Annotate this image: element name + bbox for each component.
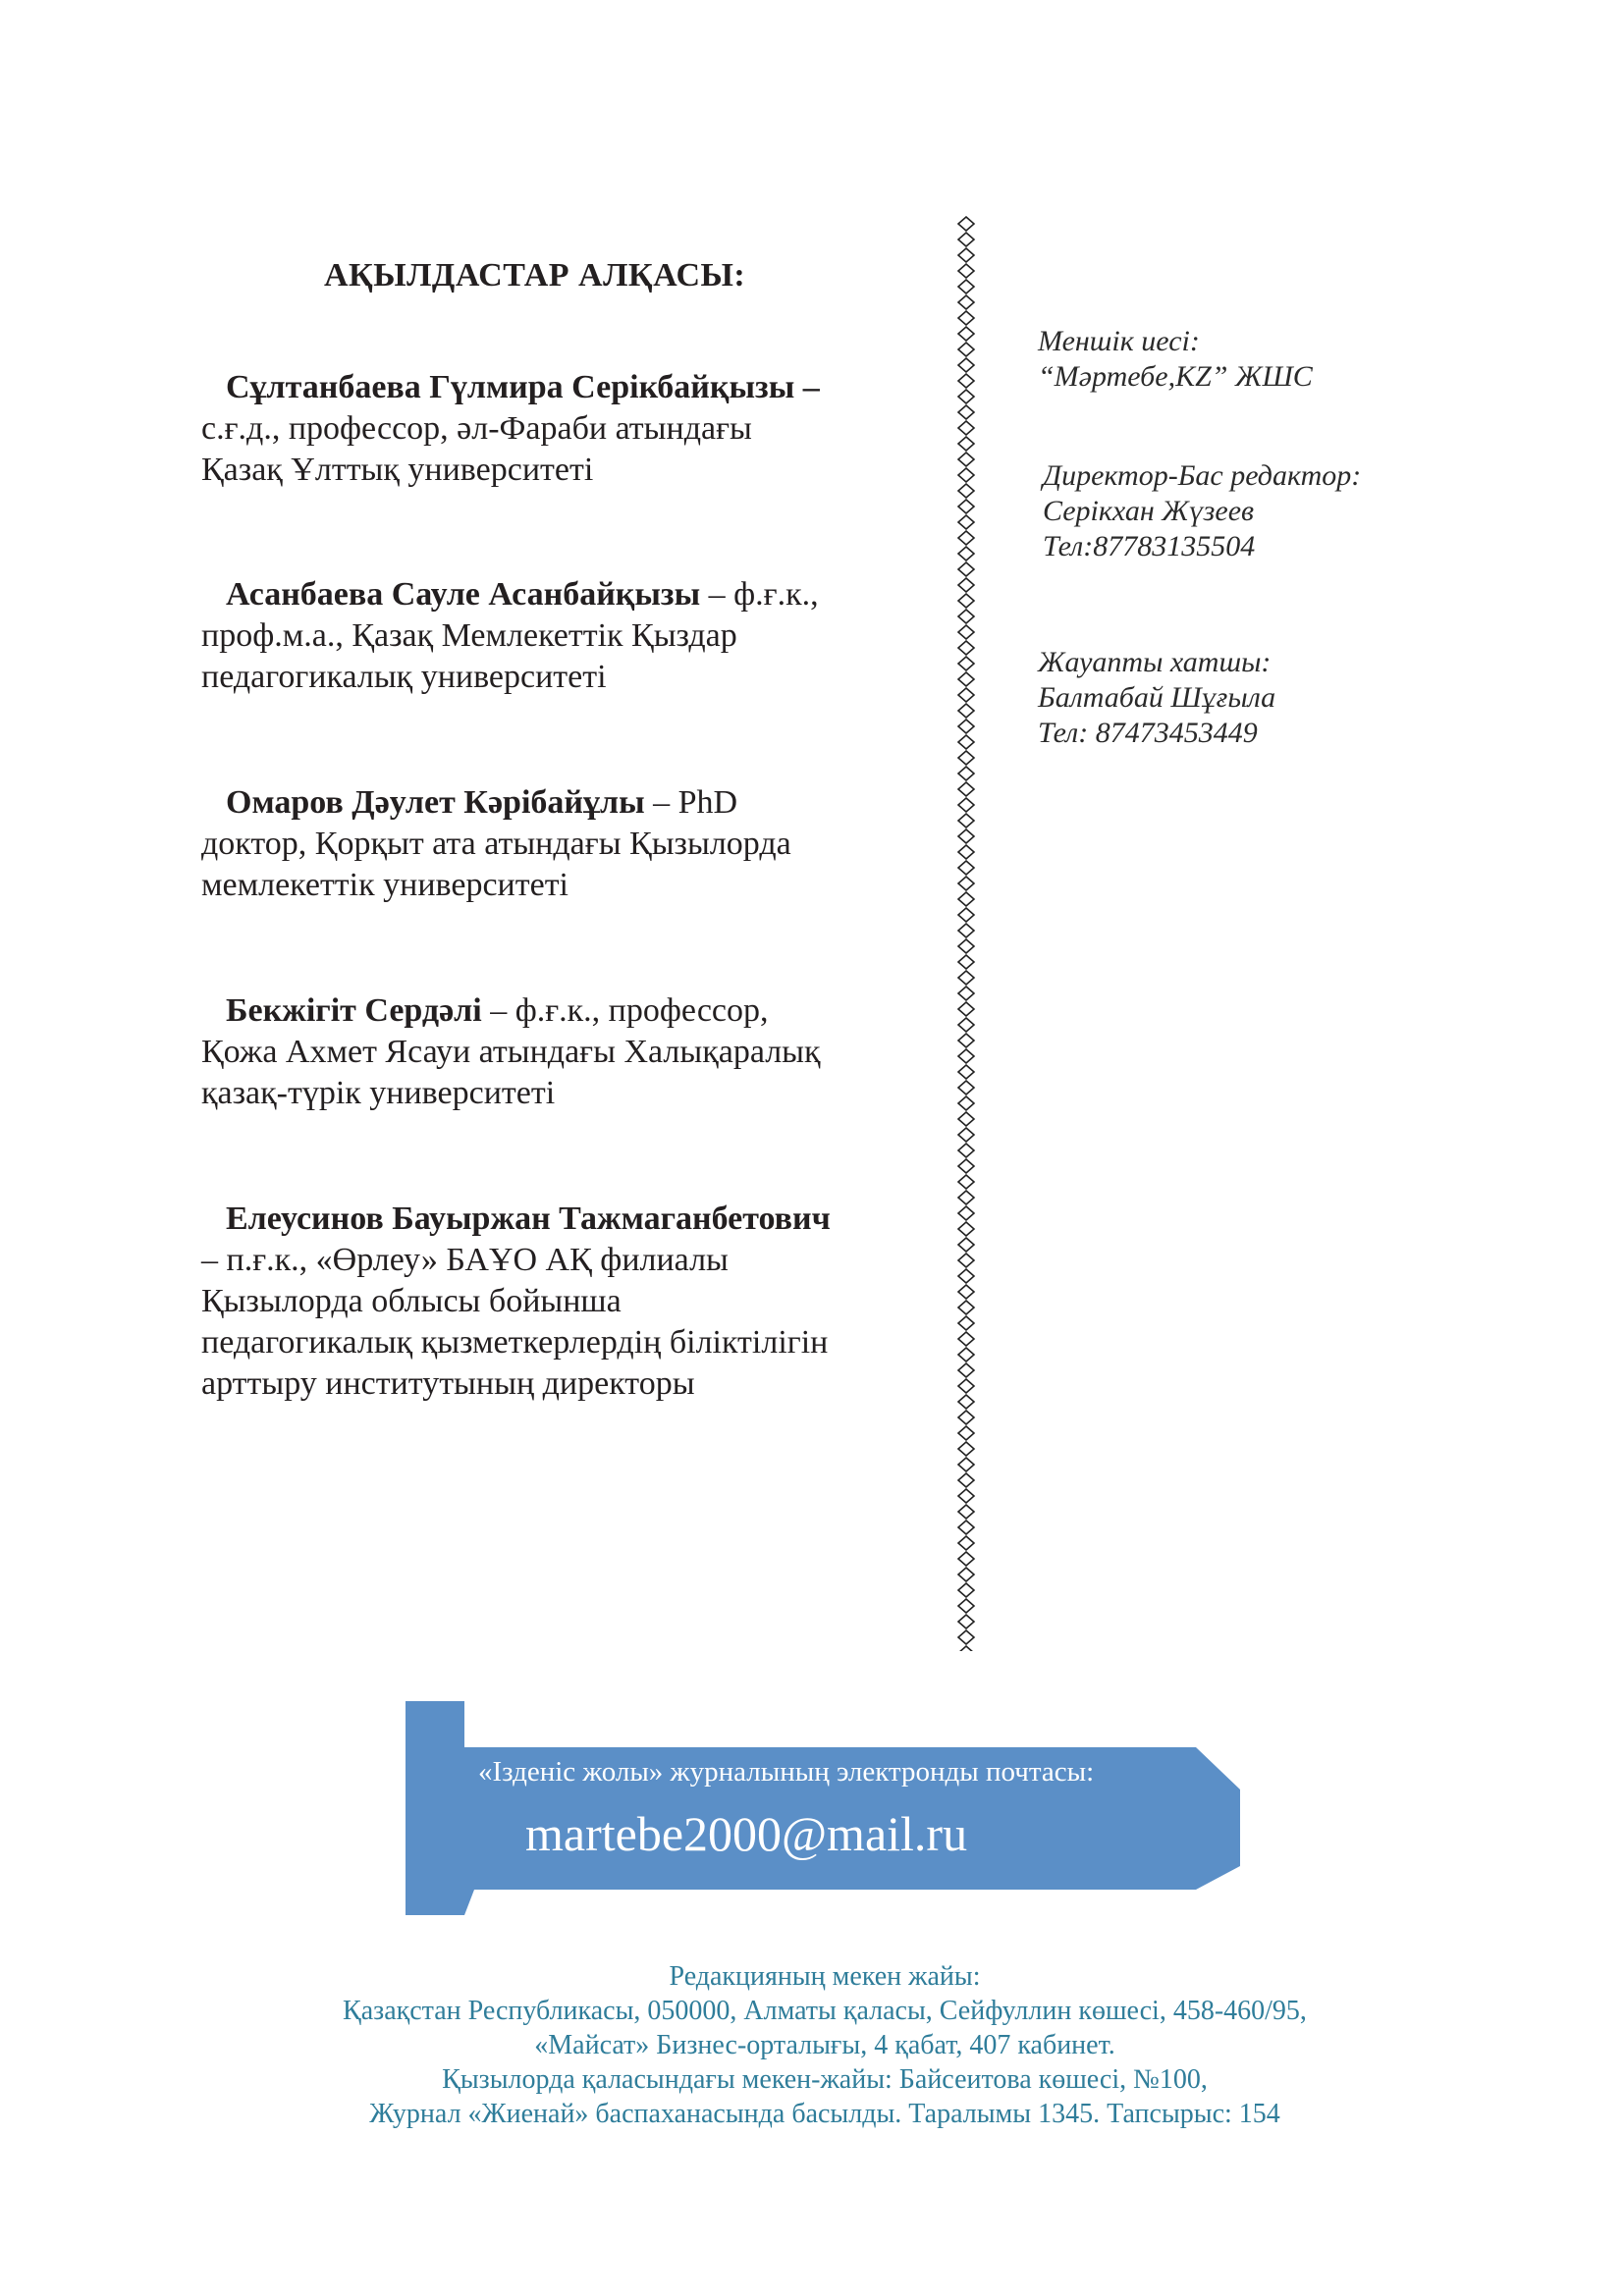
member-title: – ф.ғ.к.,	[700, 576, 819, 613]
secretary-name: Балтабай Шұғыла	[1038, 681, 1276, 714]
member-detail: қазақ-түрік университеті	[201, 1075, 556, 1111]
email-caption: «Ізденіс жолы» журналының электронды почтасы:	[478, 1756, 1095, 1788]
address-line: «Майсат» Бизнес-орталығы, 4 қабат, 407 кабинет.	[534, 2030, 1115, 2060]
board-member	[201, 990, 947, 1114]
member-detail: с.ғ.д., профессор, әл-Фараби атындағы	[201, 410, 752, 447]
member-detail: – п.ғ.к., «Өрлеу» БАҰО АҚ филиалы	[201, 1242, 729, 1278]
member-detail: Қазақ Ұлттық университеті	[201, 452, 594, 488]
address-line: Журнал «Жиенай» баспаханасында басылды. Таралымы 1345. Тапсырыс: 154	[369, 2099, 1280, 2129]
owner-value: “Мәртебе,KZ” ЖШС	[1038, 360, 1313, 393]
email-address[interactable]: martebe2000@mail.ru	[525, 1806, 968, 1861]
director-phone: Тел:87783135504	[1043, 530, 1256, 562]
member-name: Асанбаева Сауле Асанбайқызы	[226, 576, 701, 613]
member-detail: арттыру институтының директоры	[201, 1365, 695, 1402]
secretary-info	[1038, 645, 1275, 751]
member-name: Бекжігіт Сердәлі	[226, 992, 482, 1029]
address-line: Редакцияның мекен жайы:	[669, 1961, 981, 1992]
address-line: Қазақстан Республикасы, 050000, Алматы қаласы, Сейфуллин көшесі, 458-460/95,	[343, 1996, 1307, 2026]
member-detail: педагогикалық университеті	[201, 659, 607, 695]
secretary-label: Жауапты хатшы:	[1038, 646, 1272, 678]
member-detail: педагогикалық қызметкерлердің біліктілігін	[201, 1324, 829, 1361]
board-member	[201, 367, 947, 491]
owner-label: Меншік иесі:	[1038, 325, 1200, 357]
member-name: Елеусинов Бауыржан Тажмаганбетович	[226, 1201, 831, 1237]
board-member	[201, 574, 947, 698]
member-name: Омаров Дәулет Кәрібайұлы	[226, 784, 645, 821]
address-line: Қызылорда қаласындағы мекен-жайы: Байсеитова көшесі, №100,	[442, 2064, 1208, 2095]
member-title: – ф.ғ.к., профессор,	[481, 992, 769, 1029]
director-name: Серікхан Жүзеев	[1043, 495, 1255, 527]
director-label: Директор-Бас редактор:	[1043, 459, 1362, 492]
member-detail: Қожа Ахмет Ясауи атындағы Халықаралық	[201, 1034, 821, 1070]
member-name: Сұлтанбаева Гүлмира Серікбайқызы –	[226, 369, 820, 405]
secretary-phone: Тел: 87473453449	[1038, 717, 1258, 749]
member-detail: мемлекеттік университеті	[201, 867, 568, 903]
board-member	[201, 782, 947, 906]
member-detail: доктор, Қорқыт ата атындағы Қызылорда	[201, 826, 791, 862]
diamond-chain-divider	[955, 216, 977, 1651]
member-detail: проф.м.а., Қазақ Мемлекеттік Қыздар	[201, 617, 737, 654]
editorial-address	[245, 1959, 1404, 2131]
member-detail: Қызылорда облысы бойынша	[201, 1283, 622, 1319]
director-info	[1043, 458, 1361, 564]
board-heading: АҚЫЛДАСТАР АЛҚАСЫ:	[324, 257, 746, 294]
owner-info	[1038, 324, 1313, 395]
member-title: – PhD	[644, 784, 738, 821]
board-member	[201, 1199, 947, 1405]
